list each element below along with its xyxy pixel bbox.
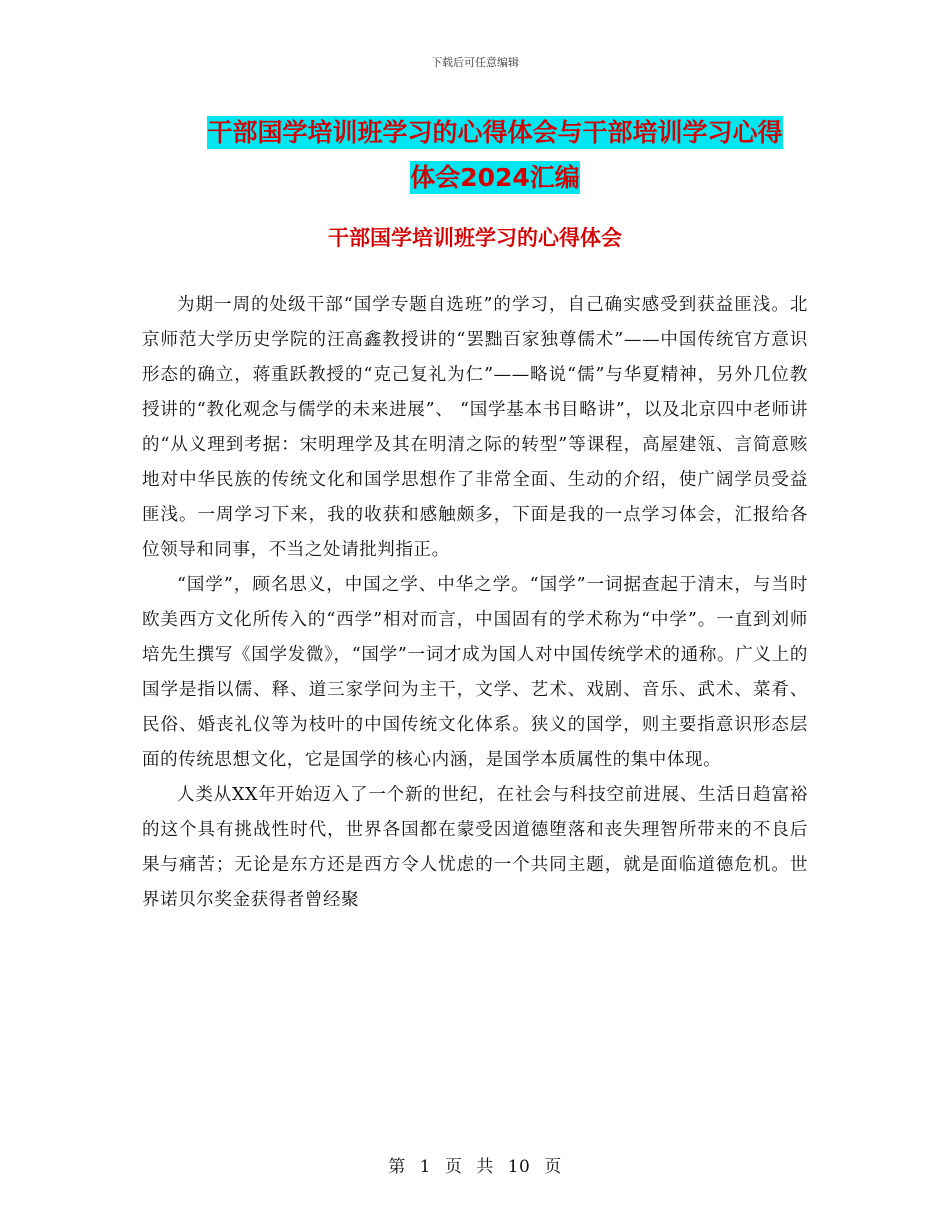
paragraph: 人类从XX年开始迈入了一个新的世纪，在社会与科技空前进展、生活日趋富裕的这个具有挑战性时代，世界各国都在蒙受因道德堕落和丧失理智所带来的不良后果与痛苦；无论是东方还是西方令人忧虑的一个共同主题，就是面临道德危机。世界诺贝尔奖金获得者曾经聚 <box>142 785 808 910</box>
footer-label-di: 第 <box>388 1157 406 1177</box>
body-text <box>142 288 808 918</box>
document-title <box>170 110 820 200</box>
footer-label-ye: 页 <box>444 1157 463 1177</box>
section-title: 干部国学培训班学习的心得体会 <box>328 226 622 250</box>
page-number-total: 10 <box>507 1157 531 1177</box>
paragraph: “国学”，顾名思义，中国之学、中华之学。“国学”一词据查起于清末，与当时欧美西方文化所传入的“西学”相对而言，中国固有的学术称为“中学”。一直到刘师培先生撰写《国学发微》，“国学”一词才成为国人对中国传统学术的通称。广义上的国学是指以儒、释、道三家学问为主干，文学、艺术、戏剧、音乐、武术、菜肴、民俗、婚丧礼仪等为枝叶的中国传统文化体系。狭义的国学，则主要指意识形态层面的传统思想文化，它是国学的核心内涵，是国学本质属性的集中体现。 <box>142 575 808 770</box>
footer-label-gong: 共 <box>476 1157 494 1177</box>
page-number-current: 1 <box>419 1157 431 1177</box>
page-footer <box>0 1152 950 1177</box>
title-line-2: 体会2024汇编 <box>410 163 580 192</box>
header-note: 下载后可任意编辑 <box>431 56 519 69</box>
footer-label-ye-2: 页 <box>544 1157 562 1177</box>
title-line-1: 干部国学培训班学习的心得体会与干部培训学习心得 <box>207 118 783 147</box>
paragraph: 为期一周的处级干部“国学专题自选班”的学习，自己确实感受到获益匪浅。北京师范大学历史学院的汪高鑫教授讲的“罢黜百家独尊儒术”——中国传统官方意识形态的确立，蒋重跃教授的“克己复礼为仁”——略说“儒”与华夏精神，另外几位教授讲的“教化观念与儒学的未来进展”、 “国学基本书目略讲”，以及北京四中老师讲的“从义理到考据：宋明理学及其在明清之际的转型”等课程，高屋建瓴、言简意赅地对中华民族的传统文化和国学思想作了非常全面、生动的介绍，使广阔学员受益匪浅。一周学习下来，我的收获和感触颇多，下面是我的一点学习体会，汇报给各位领导和同事，不当之处请批判指正。 <box>142 295 808 560</box>
